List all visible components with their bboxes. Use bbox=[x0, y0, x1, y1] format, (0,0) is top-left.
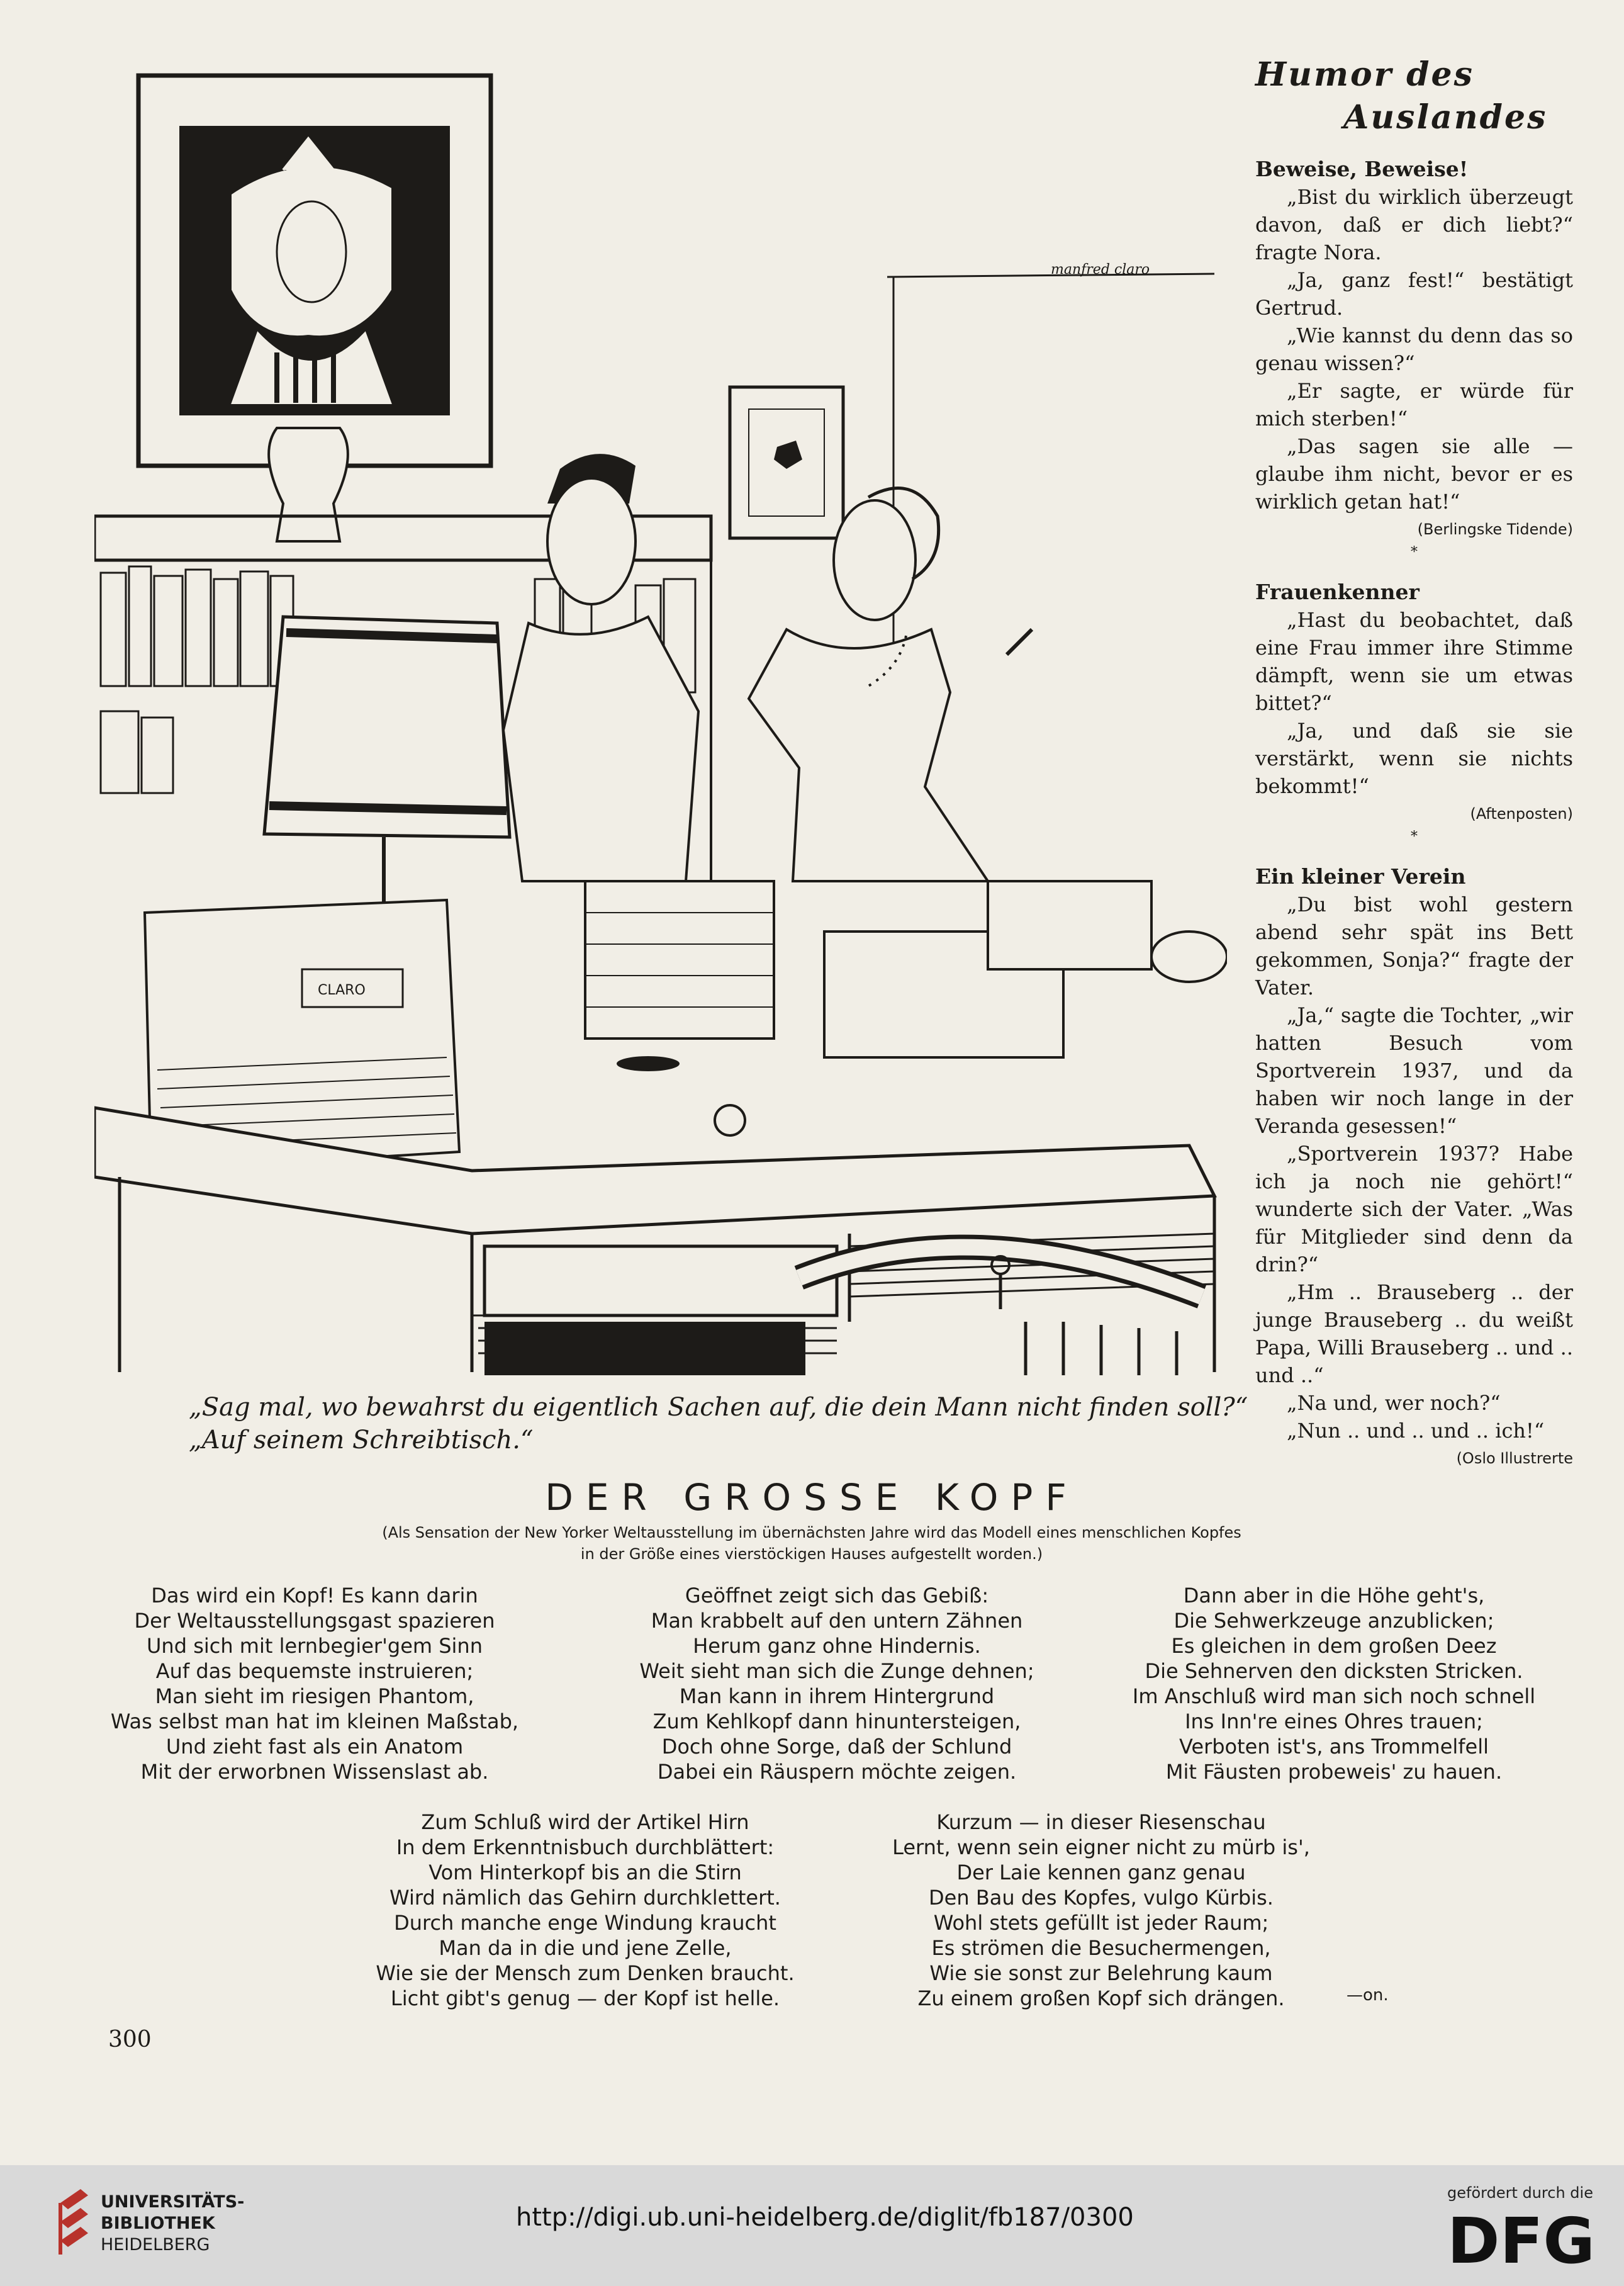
framed-portrait bbox=[138, 76, 491, 466]
poem-line: Die Sehnerven den dicksten Stricken. bbox=[1145, 1659, 1523, 1683]
paragraph: „Hast du beobachtet, daß eine Frau immer ihre Stimme dämpft, wenn sie um etwas bittet?“ bbox=[1255, 608, 1573, 715]
paragraph: „Nun .. und .. und .. ich!“ bbox=[1287, 1419, 1545, 1443]
poem-stanza-5 bbox=[856, 1810, 1347, 2011]
poem-signature: —on. bbox=[1347, 1986, 1389, 2005]
poem-line: Zum Kehlkopf dann hinuntersteigen, bbox=[652, 1709, 1021, 1733]
poem-line: Geöffnet zeigt sich das Gebiß: bbox=[685, 1584, 989, 1608]
poem-stanza-3 bbox=[1107, 1583, 1560, 1784]
subtitle-line: (Als Sensation der New Yorker Weltausstellung im übernächsten Jahre wird das Modell eines menschlichen Kopfes bbox=[382, 1524, 1241, 1541]
page-number: 300 bbox=[108, 2027, 152, 2052]
poem-line: Durch manche enge Windung kraucht bbox=[394, 1911, 776, 1935]
library-name bbox=[101, 2192, 244, 2256]
poem-line: Mit der erworbnen Wissenslast ab. bbox=[140, 1760, 489, 1784]
poem-line: Mit Fäusten probeweis' zu hauen. bbox=[1165, 1760, 1503, 1784]
poem-line: Was selbst man hat im kleinen Maßstab, bbox=[110, 1709, 519, 1733]
humor-column bbox=[1255, 53, 1573, 1472]
paragraph: „Wie kannst du denn das so genau wissen?“ bbox=[1255, 324, 1573, 375]
poem-line: Wie sie sonst zur Belehrung kaum bbox=[929, 1961, 1273, 1985]
poem-line: Lernt, wenn sein eigner nicht zu mürb is', bbox=[892, 1835, 1310, 1859]
poem-line: Man sieht im riesigen Phantom, bbox=[155, 1684, 474, 1708]
separator: * bbox=[1411, 829, 1418, 845]
poem-line: Die Sehwerkzeuge anzublicken; bbox=[1173, 1609, 1494, 1633]
library-name-line: HEIDELBERG bbox=[101, 2235, 210, 2255]
poem-stanza-4 bbox=[340, 1810, 831, 2011]
column-title-line1: Humor des bbox=[1255, 55, 1474, 94]
paragraph: „Na und, wer noch?“ bbox=[1287, 1391, 1501, 1415]
poem-line: Dann aber in die Höhe geht's, bbox=[1183, 1584, 1485, 1608]
poem-line: Man krabbelt auf den untern Zähnen bbox=[651, 1609, 1023, 1633]
svg-text:DFG: DFG bbox=[1447, 2209, 1595, 2269]
poem-line: Wird nämlich das Gehirn durchklettert. bbox=[389, 1886, 781, 1910]
poem-line: Herum ganz ohne Hindernis. bbox=[693, 1634, 981, 1658]
university-library-logo-icon bbox=[55, 2184, 93, 2260]
section-heading: Ein kleiner Verein bbox=[1255, 864, 1466, 889]
poem-stanza-2 bbox=[598, 1583, 1076, 1784]
funding-note: gefördert durch die bbox=[1447, 2184, 1593, 2202]
column-title-line2: Auslandes bbox=[1343, 98, 1548, 137]
column-title bbox=[1255, 53, 1573, 139]
poem-line: Zum Schluß wird der Artikel Hirn bbox=[421, 1810, 749, 1834]
poem-line: Den Bau des Kopfes, vulgo Kürbis. bbox=[929, 1886, 1274, 1910]
library-name-line: BIBLIOTHEK bbox=[101, 2214, 215, 2233]
library-name-line: UNIVERSITÄTS- bbox=[101, 2192, 245, 2212]
paragraph: „Er sagte, er würde für mich sterben!“ bbox=[1255, 379, 1573, 431]
poem-line: Und sich mit lernbegier'gem Sinn bbox=[147, 1634, 483, 1658]
paragraph: „Du bist wohl gestern abend sehr spät ins Bett gekommen, Sonja?“ fragte der Vater. bbox=[1255, 892, 1573, 999]
source-credit: (Aftenposten) bbox=[1470, 805, 1573, 823]
poem-line: Es strömen die Besuchermengen, bbox=[931, 1936, 1271, 1960]
section-heading: Frauenkenner bbox=[1255, 580, 1420, 604]
poem-line: Es gleichen in dem großen Deez bbox=[1171, 1634, 1497, 1658]
caption-answer: „Auf seinem Schreibtisch.“ bbox=[189, 1426, 534, 1455]
cartoon-caption bbox=[189, 1391, 1258, 1456]
dfg-logo-icon bbox=[1447, 2209, 1598, 2269]
paragraph: „Sportverein 1937? Habe ich ja noch nie gehört!“ wunderte sich der Vater. „Was für Mitglieder sind denn da drin?“ bbox=[1255, 1142, 1573, 1276]
section-heading: Beweise, Beweise! bbox=[1255, 157, 1469, 181]
poem-line: Weit sieht man sich die Zunge dehnen; bbox=[639, 1659, 1034, 1683]
poem-line: Licht gibt's genug — der Kopf ist helle. bbox=[390, 1986, 780, 2010]
poem-line: Vom Hinterkopf bis an die Stirn bbox=[428, 1861, 742, 1884]
poem-line: Wohl stets gefüllt ist jeder Raum; bbox=[933, 1911, 1269, 1935]
poem-line: Man kann in ihrem Hintergrund bbox=[679, 1684, 995, 1708]
poem-line: Dabei ein Räuspern möchte zeigen. bbox=[657, 1760, 1017, 1784]
source-credit: (Oslo Illustrerte bbox=[1456, 1450, 1573, 1467]
cartoon-illustration bbox=[94, 63, 1227, 1375]
poem-line: Ins Inn're eines Ohres trauen; bbox=[1185, 1709, 1483, 1733]
poem-stanza-1 bbox=[94, 1583, 535, 1784]
poem-line: Zu einem großen Kopf sich drängen. bbox=[917, 1986, 1285, 2010]
paragraph: „Ja,“ sagte die Tochter, „wir hatten Besuch vom Sportverein 1937, und da haben wir noch lange in der Veranda gesessen!“ bbox=[1255, 1003, 1573, 1138]
poem-line: Kurzum — in dieser Riesenschau bbox=[936, 1810, 1266, 1834]
paragraph: „Ja, ganz fest!“ bestätigt Gertrud. bbox=[1255, 268, 1573, 320]
poem-line: In dem Erkenntnisbuch durchblättert: bbox=[396, 1835, 775, 1859]
paragraph: „Ja, und daß sie sie verstärkt, wenn sie nichts bekommt!“ bbox=[1255, 719, 1573, 798]
source-credit: (Berlingske Tidende) bbox=[1417, 521, 1573, 538]
poem-line: Im Anschluß wird man sich noch schnell bbox=[1132, 1684, 1536, 1708]
poem-line: Man da in die und jene Zelle, bbox=[439, 1936, 732, 1960]
poem-line: Verboten ist's, ans Trommelfell bbox=[1179, 1735, 1489, 1759]
poem-line: Das wird ein Kopf! Es kann darin bbox=[151, 1584, 478, 1608]
paragraph: „Hm .. Brauseberg .. der junge Brauseberg .. du weißt Papa, Willi Brauseberg .. und .. und ..“ bbox=[1255, 1280, 1573, 1387]
paragraph: „Bist du wirklich überzeugt davon, daß er dich liebt?“ fragte Nora. bbox=[1255, 185, 1573, 264]
poem-line: Der Laie kennen ganz genau bbox=[956, 1861, 1246, 1884]
caption-question: „Sag mal, wo bewahrst du eigentlich Sachen auf, die dein Mann nicht finden soll?“ bbox=[189, 1393, 1248, 1422]
poem-line: Auf das bequemste instruieren; bbox=[155, 1659, 474, 1683]
subtitle-line: in der Größe eines vierstöckigen Hauses aufgestellt worden.) bbox=[580, 1545, 1043, 1563]
permalink[interactable]: http://digi.ub.uni-heidelberg.de/diglit/fb187/0300 bbox=[516, 2203, 1134, 2232]
paragraph: „Das sagen sie alle — glaube ihm nicht, bevor er es wirklich getan hat!“ bbox=[1255, 434, 1573, 514]
poem-line: Und zieht fast als ein Anatom bbox=[165, 1735, 464, 1759]
separator: * bbox=[1411, 544, 1418, 560]
article-subtitle bbox=[189, 1522, 1435, 1565]
article-title: DER GROSSE KOPF bbox=[545, 1476, 1079, 1519]
svg-text:manfred claro: manfred claro bbox=[1051, 262, 1150, 278]
poem-line: Wie sie der Mensch zum Denken braucht. bbox=[376, 1961, 795, 1985]
svg-text:CLARO: CLARO bbox=[318, 983, 366, 998]
poem-line: Doch ohne Sorge, daß der Schlund bbox=[661, 1735, 1012, 1759]
poem-line: Der Weltausstellungsgast spazieren bbox=[134, 1609, 495, 1633]
